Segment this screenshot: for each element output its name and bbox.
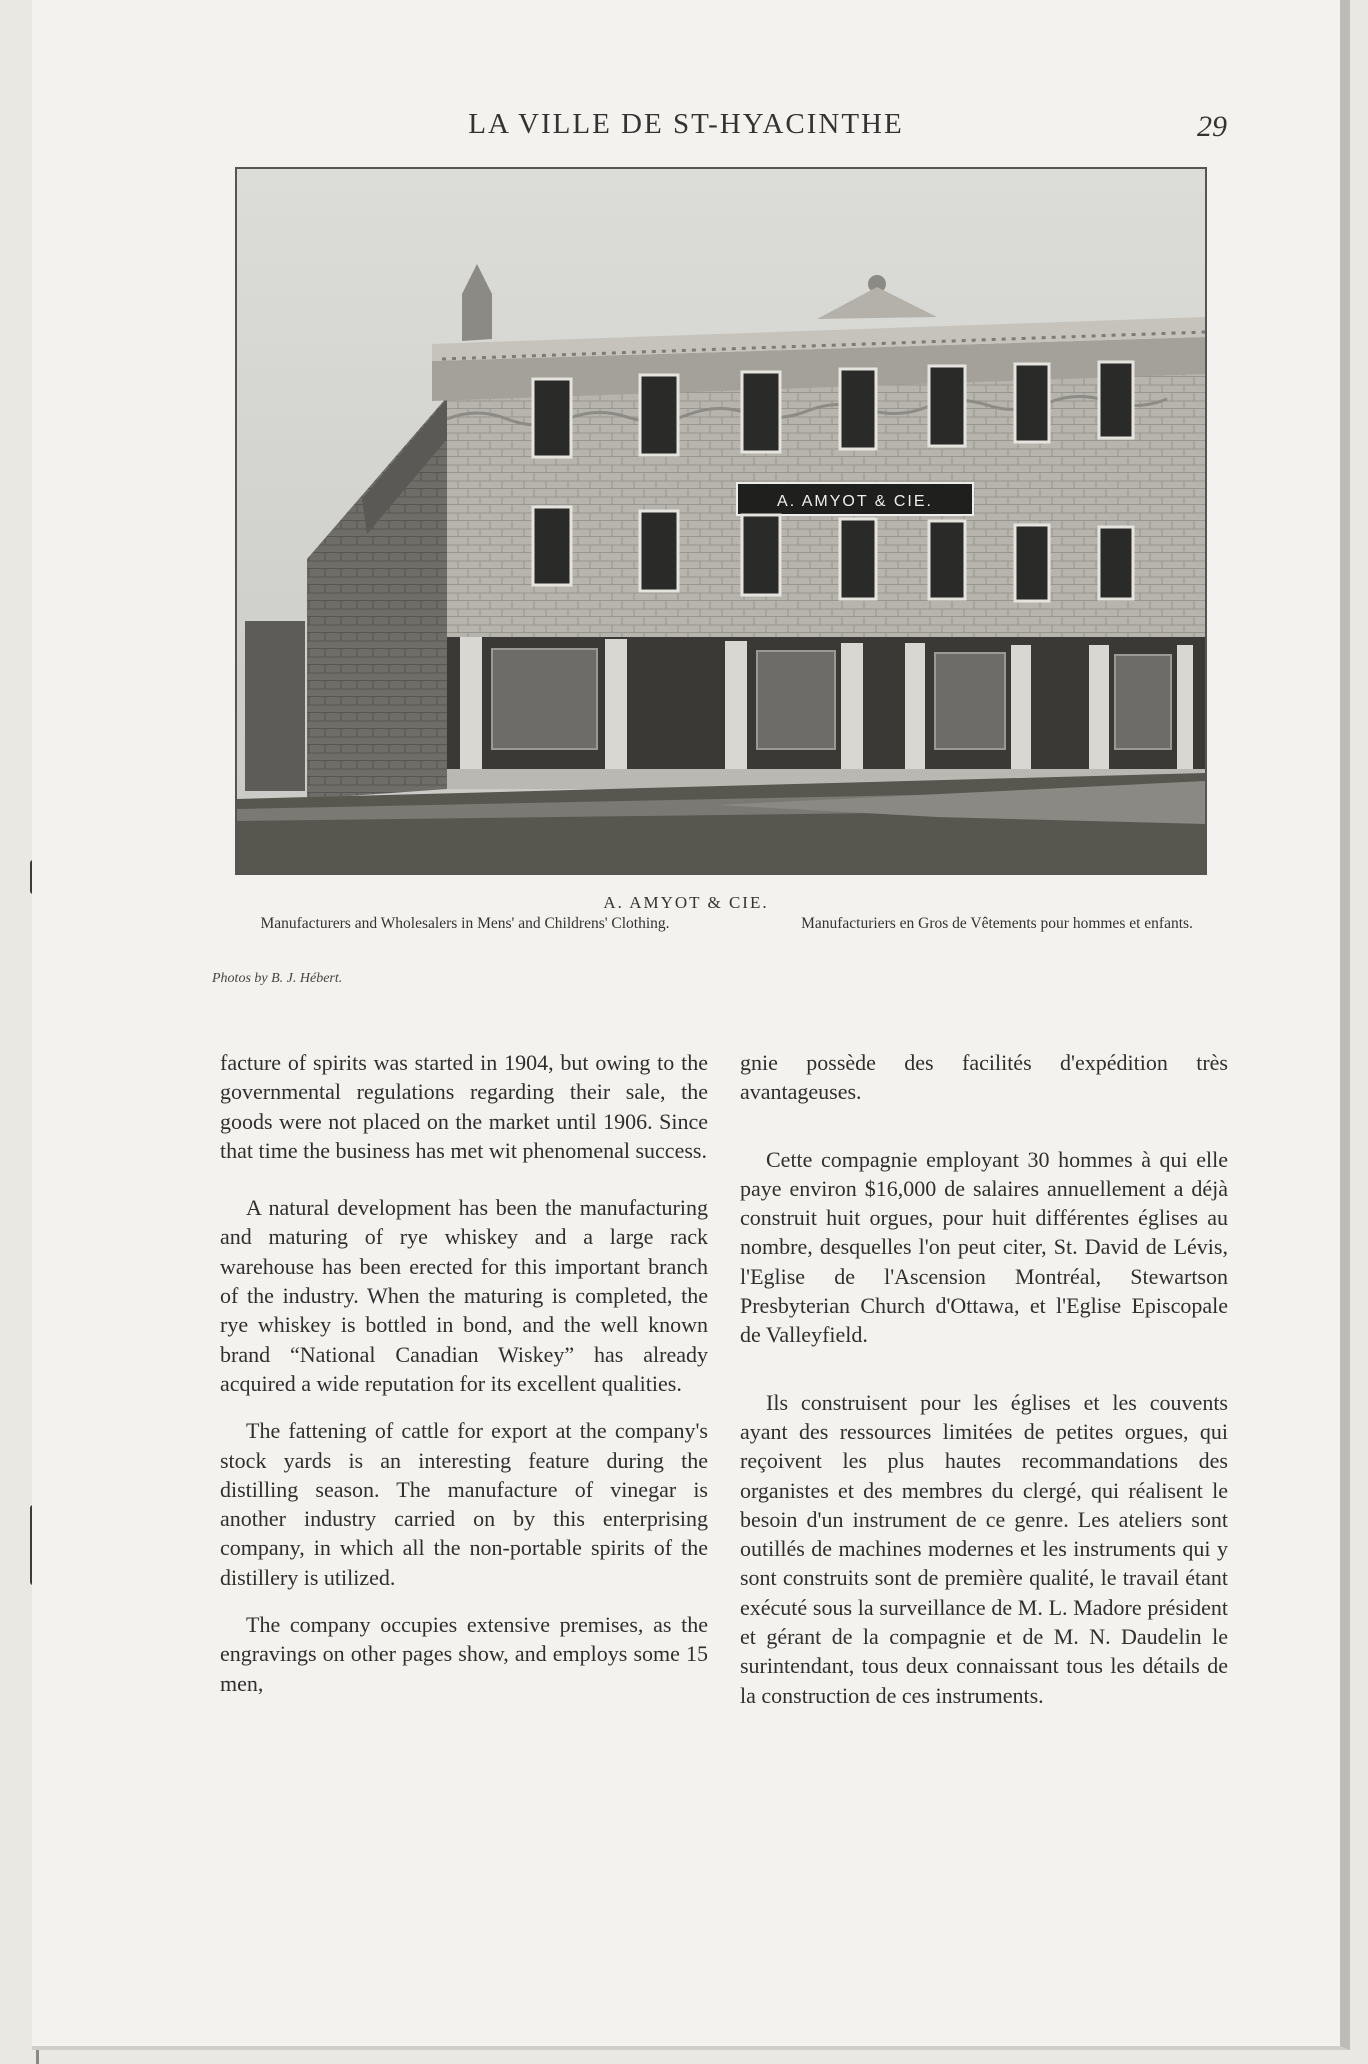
- running-title: LA VILLE DE ST-HYACINTHE: [468, 108, 904, 140]
- storefront-sign: A. AMYOT & CIE.: [777, 493, 933, 510]
- book-page: [32, 0, 1350, 2050]
- paragraph: Ils construisent pour les églises et les couvents ayant des ressources limitées de petites orgues, qui reçoivent les plus hautes recommandations des organistes et des membres du clergé, qui réalisent le besoin d'un instrument de ce genre. Les ateliers sont outillés de machines modernes et les instruments qui y sont construits sont de première qualité, le travail étant exécuté sous la surveillance de M. L. Madore président et gérant de la compagnie et de M. N. Daudelin le surintendant, tous deux connaissant tous les détails de la construction de ces instruments.: [740, 1389, 1228, 1708]
- photo-caption-french: Manufacturiers en Gros de Vêtements pour hommes et enfants.: [801, 915, 1193, 932]
- paragraph: A natural development has been the manufacturing and maturing of rye whiskey and a large rack warehouse has been erected for this important branch of the industry. When the maturing is completed, the rye whiskey is bottled in bond, and the well known brand “National Canadian Wiskey” has already acquired a wide reputation for its excellent qualities.: [220, 1195, 708, 1396]
- photo-caption-english: Manufacturers and Wholesalers in Mens' and Childrens' Clothing.: [260, 915, 670, 932]
- paragraph: facture of spirits was started in 1904, but owing to the governmental regulations regarding their sale, the goods were not placed on the market until 1906. Since that time the business has met wit phenomenal success.: [220, 1050, 708, 1163]
- paragraph: The company occupies extensive premises, as the engravings on other pages show, and employs some 15 men,: [220, 1612, 708, 1696]
- photo-credit: Photos by B. J. Hébert.: [212, 971, 343, 986]
- paragraph: The fattening of cattle for export at the company's stock yards is an interesting feature during the distilling season. The manufacture of vinegar is another industry carried on by this enterprising company, in which all the non-portable spirits of the distillery is utilized.: [220, 1418, 708, 1590]
- left-column: [220, 1048, 708, 1698]
- building-photograph: [235, 167, 1207, 875]
- right-column: [740, 1048, 1228, 1710]
- paragraph: gnie possède des facilités d'expédition très avantageuses.: [740, 1050, 1228, 1105]
- photo-caption-title: A. AMYOT & CIE.: [603, 893, 769, 912]
- amyot-building-illustration: [237, 169, 1205, 873]
- page-number: 29: [1197, 110, 1227, 143]
- paragraph: Cette compagnie employant 30 hommes à qui elle paye environ $16,000 de salaires annuellement a déjà construit huit orgues, pour huit différentes églises au nombre, desquelles l'on peut citer, St. David de Lévis, l'Eglise de l'Ascension Montréal, Stewartson Presbyterian Church d'Ottawa, et l'Eglise Episcopale de Valleyfield.: [740, 1146, 1228, 1348]
